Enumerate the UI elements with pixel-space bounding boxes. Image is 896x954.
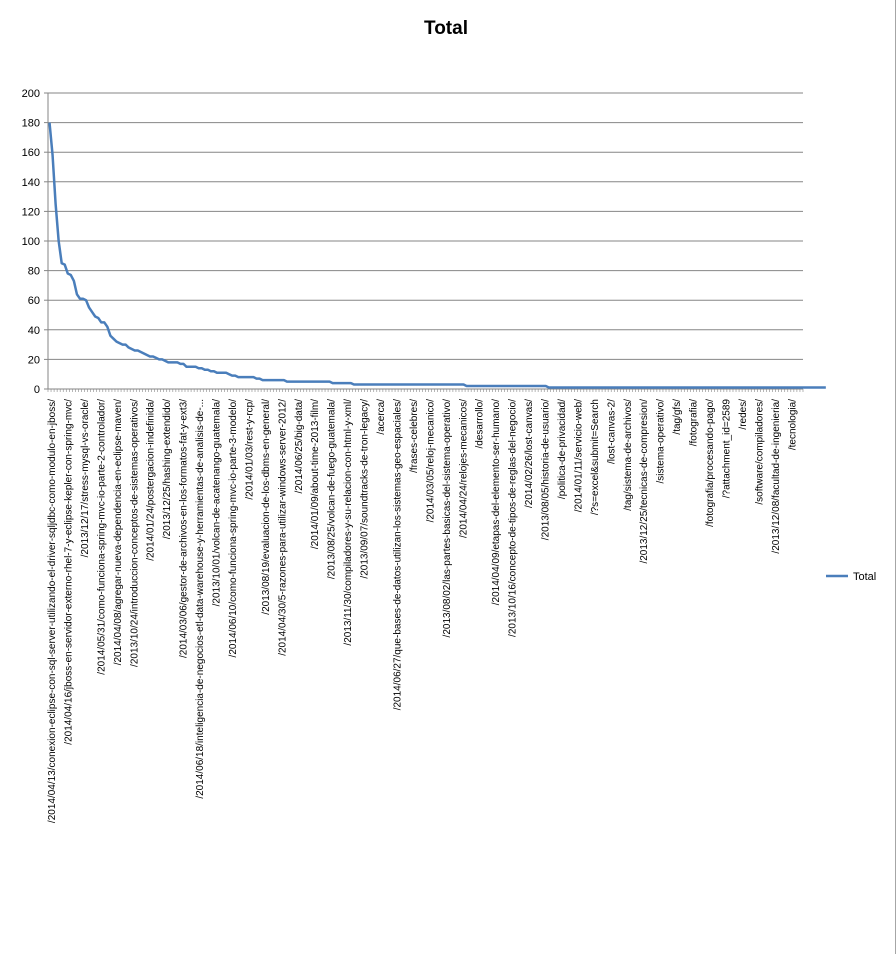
xtick-label: /2013/08/05/historia-de-usuario/: [540, 399, 552, 541]
xtick-label: /frases-celebres/: [408, 399, 420, 473]
xtick-label: /2014/06/27/que-bases-de-datos-utilizan-los-sistemas-geo-espaciales/: [392, 399, 404, 711]
xtick-label: /2014/01/09/about-time-2013-film/: [310, 399, 322, 550]
y-axis-ticks: [22, 88, 48, 396]
xtick-label: /2013/10/24/introduccion-conceptos-de-sistemas-operativos/: [129, 399, 141, 667]
series-line-total: [50, 123, 826, 388]
x-axis-ticks: [47, 389, 803, 823]
xtick-label: /2014/04/24/relojes-mecanicos/: [458, 399, 470, 538]
xtick-label: /redes/: [737, 399, 749, 430]
xtick-label: /2014/04/08/agregar-nueva-dependencia-en-eclipse-maven/: [112, 399, 124, 666]
chart-title: Total: [424, 18, 468, 39]
xtick-label: /2014/03/06/gestor-de-archivos-en-los-formatos-fat-y-ext3/: [178, 399, 190, 659]
xtick-label: /2014/06/18/inteligencia-de-negocios-etl-data-warehouse-y-herramientas-de-analisis-de-...: [195, 399, 207, 799]
xtick-label: /lost-canvas-2/: [606, 399, 618, 465]
xtick-label: /desarrollo/: [474, 399, 486, 449]
ytick-label-200: 200: [21, 88, 40, 100]
xtick-label: /2014/06/25/big-data/: [293, 399, 305, 494]
ytick-label-160: 160: [21, 147, 40, 160]
xtick-label: /2014/04/30/5-razones-para-utilizar-windows-server-2012/: [277, 399, 289, 656]
gridlines: [48, 93, 803, 359]
xtick-label: /?attachment_id=2589: [721, 399, 733, 499]
xtick-label: /2014/03/05/reloj-mecanico/: [425, 398, 437, 523]
ytick-label-0: 0: [33, 384, 40, 396]
xtick-label: /2014/01/03/rest-y-rcp/: [244, 399, 256, 500]
xtick-label: /fotografia/: [688, 399, 700, 447]
xtick-label: /2014/02/26/lost-canvas/: [524, 399, 536, 508]
ytick-label-60: 60: [27, 295, 40, 308]
ytick-label-120: 120: [21, 206, 40, 219]
ytick-label-100: 100: [21, 236, 40, 248]
xtick-label: /2013/10/01/volcan-de-acatenango-guatemala/: [211, 399, 223, 607]
legend-label-total: Total: [853, 571, 877, 583]
xtick-label: /politica-de-privacidad/: [556, 399, 568, 500]
xtick-label: /2013/08/25/volcan-de-fuego-guatemala/: [326, 399, 338, 580]
xtick-label: /sistema-operativo/: [655, 399, 667, 484]
xtick-label: /2014/01/11/servicio-web/: [573, 399, 585, 513]
xtick-label: /tag/sistema-de-archivos/: [622, 399, 634, 511]
xtick-label: /software/compiladores/: [754, 399, 766, 505]
xtick-label: /2014/01/24/postergacion-indefinida/: [145, 399, 157, 561]
xtick-label: /2014/04/16/jboss-en-servidor-externo-rhel-7-y-eclipse-kepler-con-spring-mvc/: [63, 399, 75, 745]
ytick-label-40: 40: [27, 324, 40, 337]
xtick-label: /?s=excel&submit=Search: [589, 399, 601, 516]
xtick-label: /2013/10/16/concepto-de-tipos-de-reglas-del-negocio/: [507, 399, 519, 637]
ytick-label-180: 180: [21, 117, 40, 130]
xtick-label: /2014/05/31/como-funciona-spring-mvc-io-parte-2-controlador/: [96, 399, 108, 675]
xtick-label: /tag/gfs/: [672, 399, 684, 435]
xtick-label: /tecnologia/: [787, 399, 799, 451]
legend: [826, 571, 876, 583]
xtick-label: /2014/04/13/conexion-eclipse-con-sql-server-utilizando-el-driver-sqljdbc-como-modulo-en-jboss/: [47, 399, 58, 824]
ytick-label-20: 20: [27, 354, 40, 367]
xtick-label: /2013/11/30/compiladores-y-su-relacion-con-html-y-xml/: [343, 398, 355, 646]
xtick-label: /2013/12/25/tecnicas-de-compresion/: [639, 399, 651, 564]
xtick-label: /2014/04/09/etapas-del-elemento-ser-humano/: [491, 399, 503, 606]
xtick-label: /2013/08/19/evaluacion-de-los-dbms-en-general/: [260, 399, 272, 615]
ytick-label-140: 140: [21, 176, 40, 189]
xtick-label: /2014/06/10/como-funciona-spring-mvc-io-parte-3-modelo/: [227, 399, 239, 658]
xtick-label: /2013/12/08/facultad-de-ingenieria/: [770, 399, 782, 554]
xtick-label: /fotografia/procesando-pago/: [705, 399, 716, 527]
xtick-label: /2013/08/02/las-partes-basicas-del-sistema-operativo/: [441, 399, 453, 638]
xtick-label: /acerca/: [376, 399, 387, 435]
series-layer: [50, 123, 826, 388]
xtick-label: /2013/12/25/hashing-extendido/: [162, 399, 174, 540]
xtick-label: /2013/09/07/soundtracks-de-tron-legacy/: [359, 399, 371, 579]
ytick-label-80: 80: [27, 265, 40, 278]
xtick-label: /2013/12/17/stress-mysql-vs-oracle/: [79, 399, 91, 558]
